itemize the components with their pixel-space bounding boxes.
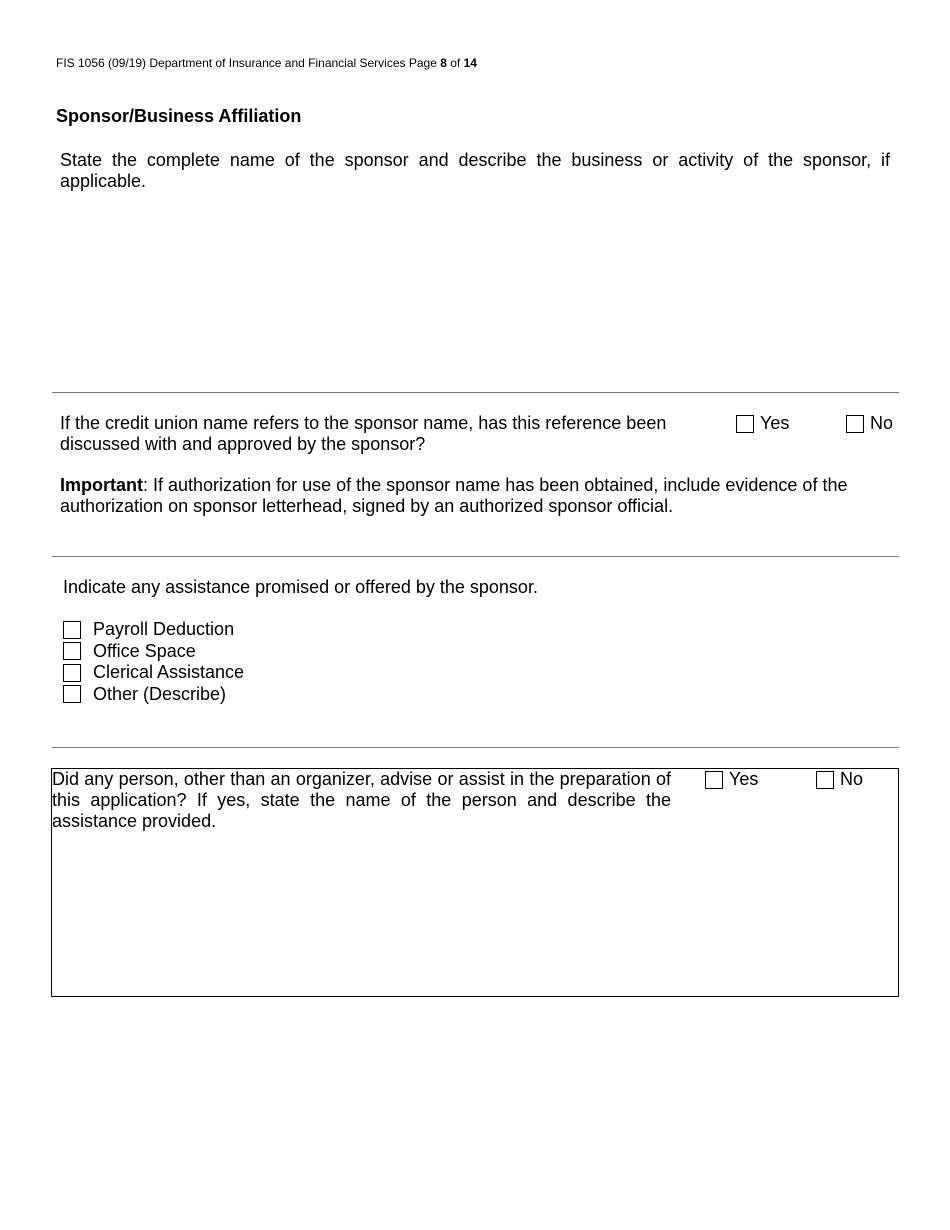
other-person-question: Did any person, other than an organizer, advise or assist in the preparation of this application? If yes, state the name of the person and describe the assistance provided. [52,769,671,831]
assistance-option-office[interactable] [63,641,244,663]
option-label: Office Space [93,640,196,661]
name-approval-yes[interactable] [736,413,789,434]
option-label: Clerical Assistance [93,662,245,683]
name-approval-question: If the credit union name refers to the sponsor name, has this reference been discussed with and approved by the sponsor? [60,413,667,454]
assistance-option-payroll[interactable] [63,619,244,641]
divider [52,747,899,748]
office-checkbox[interactable] [63,642,81,660]
no-label: No [840,769,864,789]
page-current: 8 [440,56,447,70]
option-label: Payroll Deduction [93,619,235,640]
of-word: of [446,56,464,70]
important-text: : If authorization for use of the sponsor name has been obtained, include evidence of the authorization on sponsor letterhead, signed by an authorized sponsor official. [60,475,848,516]
option-label: Other (Describe) [93,683,227,704]
sponsor-prompt: State the complete name of the sponsor and describe the business or activity of the sponsor, if applicable. [60,150,890,191]
form-id: FIS 1056 (09/19) Department of Insurance and Financial Services Page [56,56,441,70]
sponsor-answer-area[interactable] [60,200,890,385]
yes-label: Yes [760,413,790,433]
page-total: 14 [463,56,477,70]
other-person-box [51,768,899,997]
yes-label: Yes [729,769,759,789]
other-checkbox[interactable] [63,685,81,703]
clerical-checkbox[interactable] [63,664,81,682]
other-person-no[interactable] [816,769,863,790]
no-checkbox[interactable] [846,415,864,433]
payroll-checkbox[interactable] [63,621,81,639]
assistance-option-other[interactable] [63,684,244,706]
divider [52,392,899,393]
yes-checkbox[interactable] [705,771,723,789]
divider [52,556,899,557]
section-title: Sponsor/Business Affiliation [56,106,302,126]
assistance-options [63,619,244,705]
important-note [60,475,892,517]
no-checkbox[interactable] [816,771,834,789]
important-label: Important [60,475,143,495]
other-person-yes[interactable] [705,769,758,790]
yes-checkbox[interactable] [736,415,754,433]
page-header [56,56,477,70]
assistance-option-clerical[interactable] [63,662,244,684]
assistance-prompt: Indicate any assistance promised or offered by the sponsor. [63,577,538,597]
name-approval-no[interactable] [846,413,893,434]
no-label: No [870,413,894,433]
other-person-answer-area[interactable] [52,839,898,996]
